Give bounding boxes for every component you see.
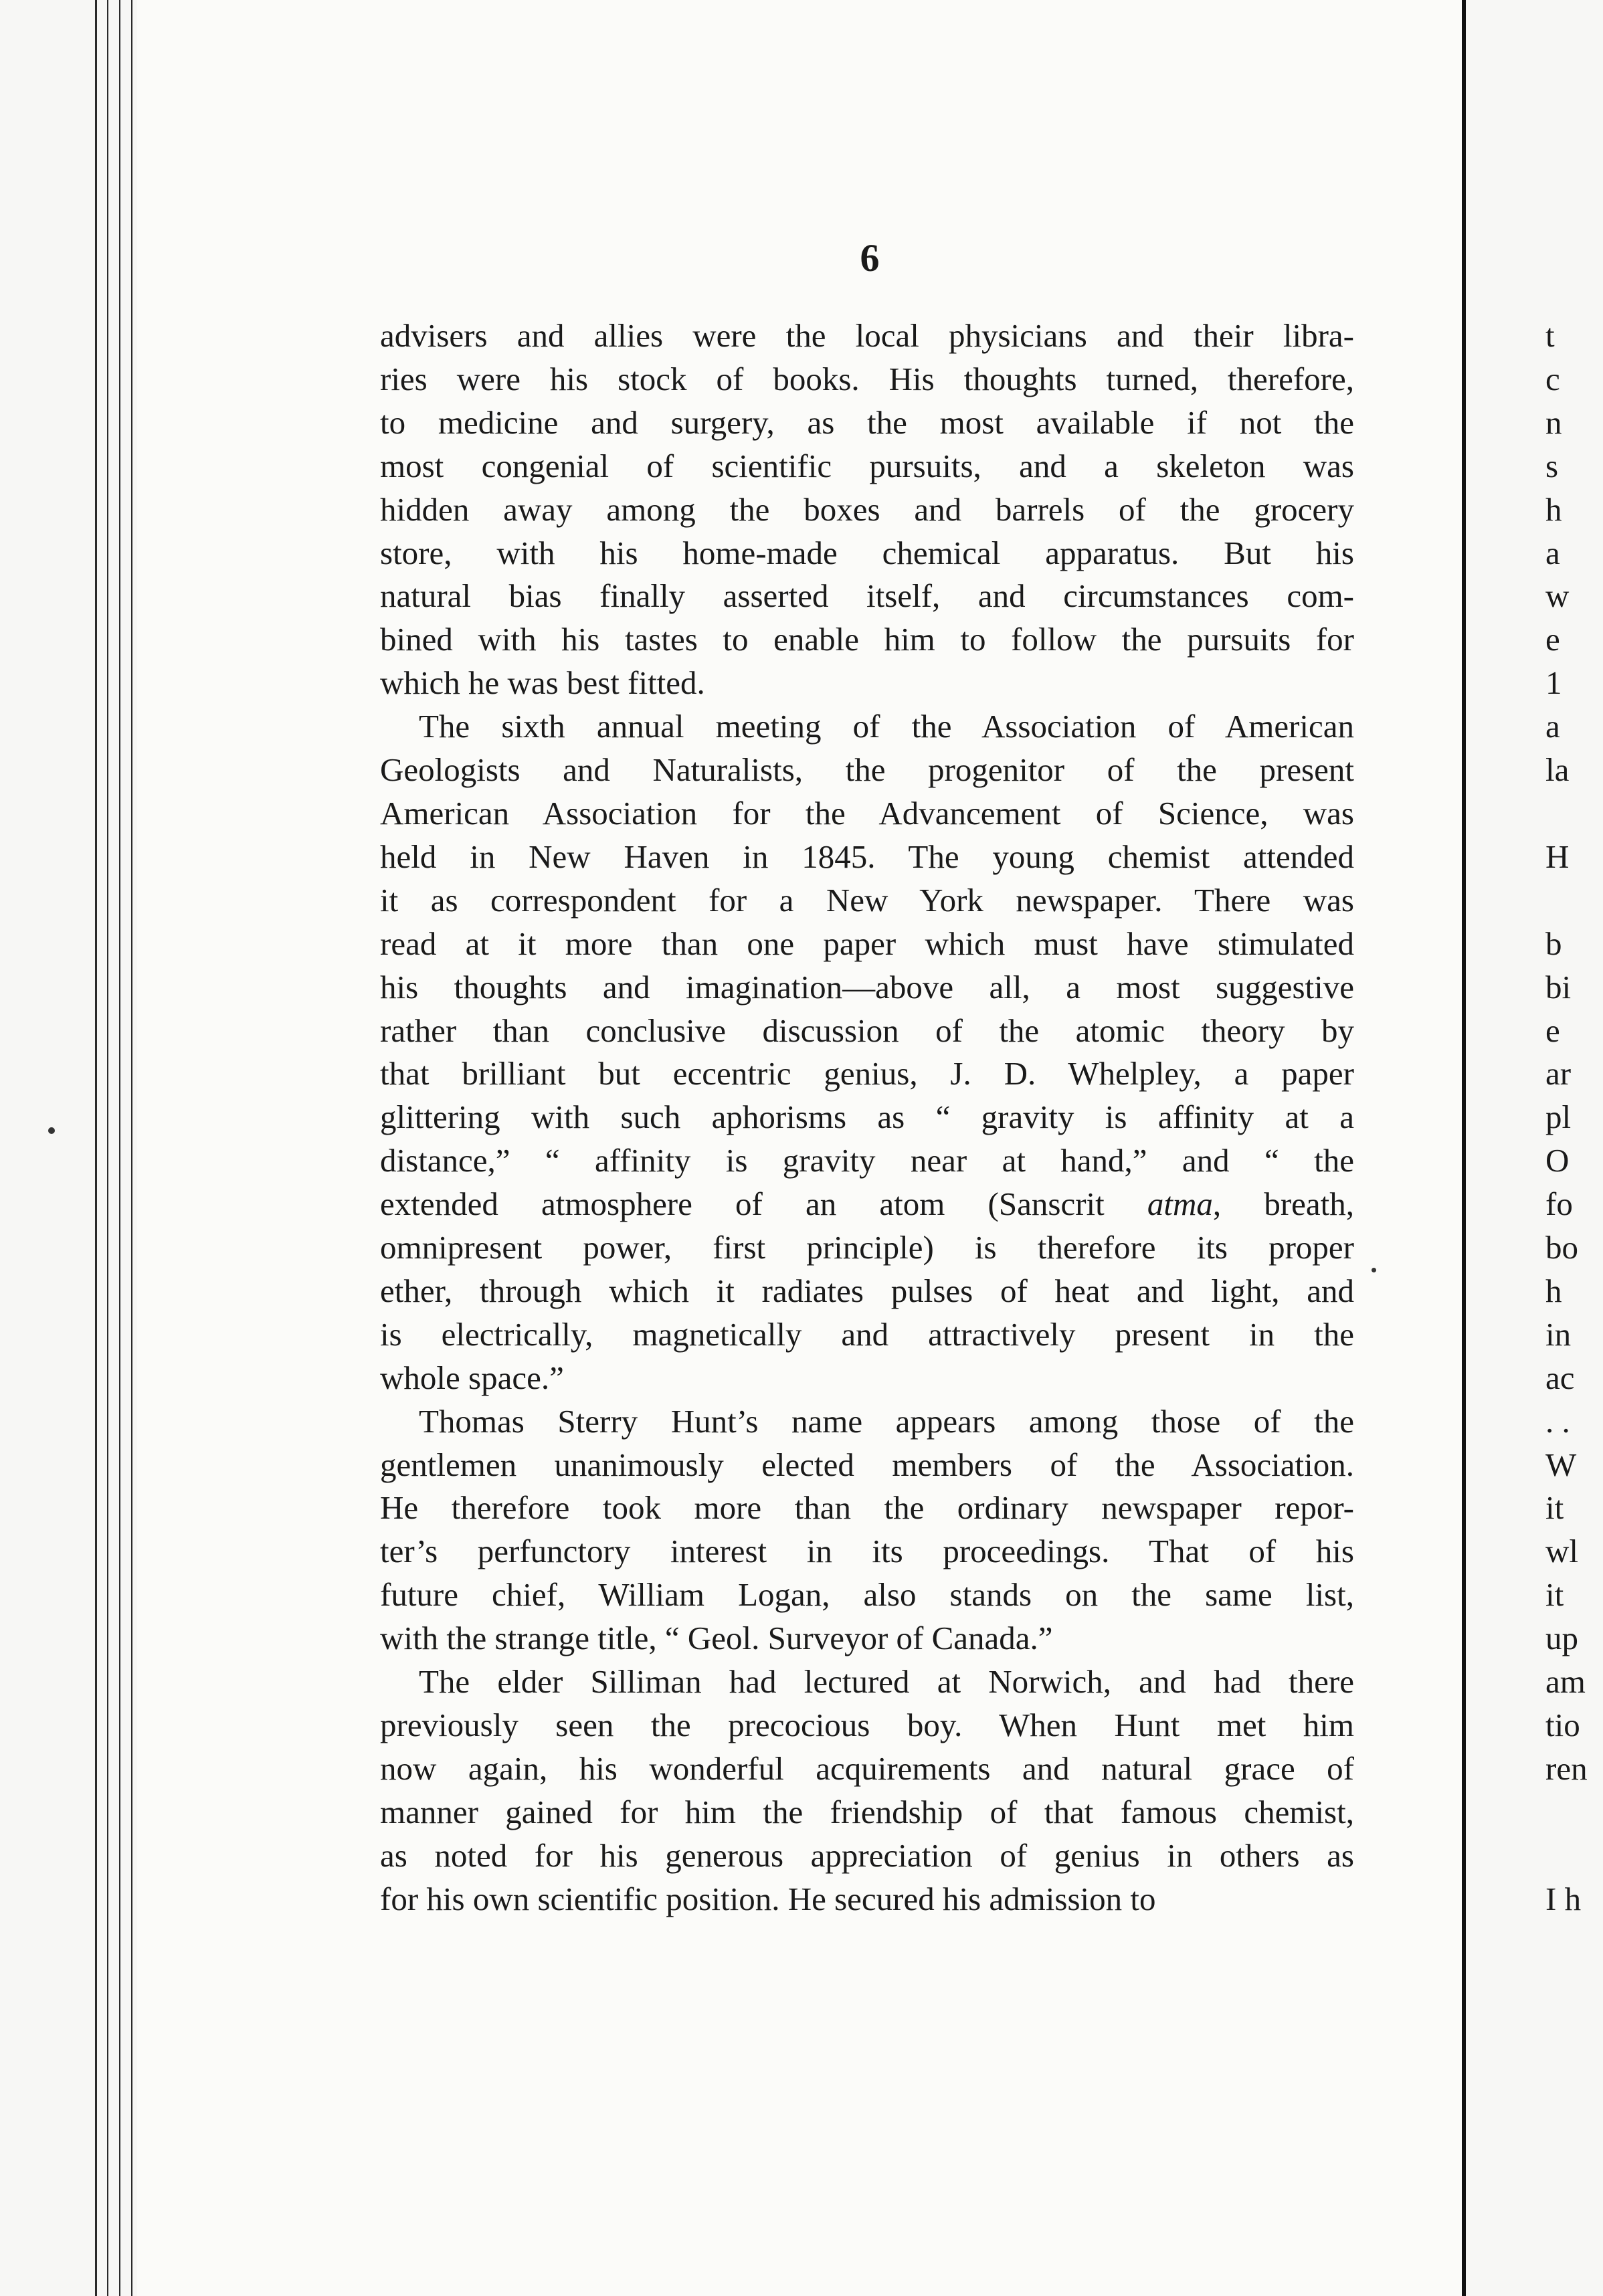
fragment-line: bo bbox=[1545, 1229, 1578, 1266]
fragment-line: ar bbox=[1545, 1055, 1572, 1092]
fragment-line: am bbox=[1545, 1663, 1586, 1701]
fragment-line: 1 bbox=[1545, 664, 1562, 702]
body-text bbox=[380, 314, 1354, 1921]
text-line: The sixth annual meeting of the Association of American bbox=[419, 708, 1354, 745]
fragment-line: O bbox=[1545, 1142, 1570, 1179]
fragment-line: it bbox=[1545, 1489, 1564, 1527]
text-line: it as correspondent for a New York newspaper. There was bbox=[380, 881, 1354, 919]
fragment-line: fo bbox=[1545, 1185, 1573, 1223]
text-line: is electrically, magnetically and attractively present in the bbox=[380, 1315, 1354, 1353]
fragment-line: t bbox=[1545, 317, 1555, 354]
page-edge-left-4 bbox=[131, 0, 132, 2296]
text-line: advisers and allies were the local physicians and their libra- bbox=[380, 317, 1354, 354]
text-line: his thoughts and imagination—above all, a most suggestive bbox=[380, 968, 1354, 1006]
fragment-line: wl bbox=[1545, 1533, 1578, 1570]
text-line: He therefore took more than the ordinary newspaper repor- bbox=[380, 1489, 1354, 1527]
fragment-line bbox=[1545, 1834, 1603, 1878]
text-line: distance,” “ affinity is gravity near at hand,” and “ the bbox=[380, 1142, 1354, 1179]
fragment-line: h bbox=[1545, 1272, 1562, 1309]
paragraph bbox=[380, 705, 1354, 1400]
fragment-line: a bbox=[1545, 534, 1560, 571]
fragment-line bbox=[1545, 879, 1603, 923]
fragment-line: e bbox=[1545, 621, 1560, 658]
fragment-line: a bbox=[1545, 708, 1560, 745]
fragment-line: w bbox=[1545, 577, 1570, 615]
fragment-line: b bbox=[1545, 925, 1562, 962]
page-number: 6 bbox=[860, 236, 880, 280]
fragment-line: ac bbox=[1545, 1359, 1575, 1396]
text-line: natural bias finally asserted itself, and circumstances com- bbox=[380, 577, 1354, 615]
text-line: omnipresent power, first principle) is therefore its proper bbox=[380, 1229, 1354, 1266]
text-line: ries were his stock of books. His thoughts turned, therefore, bbox=[380, 360, 1354, 397]
fragment-line: la bbox=[1545, 751, 1570, 789]
text-line: manner gained for him the friendship of that famous chemist, bbox=[380, 1793, 1354, 1830]
fragment-line: n bbox=[1545, 403, 1562, 441]
fragment-line: pl bbox=[1545, 1098, 1572, 1136]
text-line: The elder Silliman had lectured at Norwich, and had there bbox=[419, 1663, 1354, 1701]
text-line: ether, through which it radiates pulses of heat and light, and bbox=[380, 1272, 1354, 1309]
fragment-line: bi bbox=[1545, 968, 1572, 1006]
text-line: to medicine and surgery, as the most available if not the bbox=[380, 403, 1354, 441]
text-line: future chief, William Logan, also stands on the same list, bbox=[380, 1576, 1354, 1614]
fragment-line: it bbox=[1545, 1576, 1564, 1614]
fragment-line: W bbox=[1545, 1446, 1577, 1483]
text-line: bined with his tastes to enable him to follow the pursuits for bbox=[380, 621, 1354, 658]
paragraph bbox=[380, 314, 1354, 705]
fragment-line bbox=[1545, 792, 1603, 836]
fragment-line: tio bbox=[1545, 1707, 1580, 1743]
text-line: hidden away among the boxes and barrels of the grocery bbox=[380, 490, 1354, 528]
speck-mark bbox=[1372, 1268, 1376, 1272]
fragment-line: c bbox=[1545, 360, 1560, 397]
text-line: read at it more than one paper which must have stimulated bbox=[380, 925, 1354, 962]
text-line: ter’s perfunctory interest in its proceedings. That of his bbox=[380, 1533, 1354, 1570]
text-line: glittering with such aphorisms as “ gravity is affinity at a bbox=[380, 1098, 1354, 1136]
fragment-line: in bbox=[1545, 1315, 1572, 1353]
text-line: for his own scientific position. He secured his admission to bbox=[380, 1880, 1156, 1917]
text-line: most congenial of scientific pursuits, and a skeleton was bbox=[380, 447, 1354, 484]
paragraph bbox=[380, 1660, 1354, 1921]
text-line: Thomas Sterry Hunt’s name appears among those of the bbox=[419, 1402, 1354, 1440]
page-gutter-line bbox=[1462, 0, 1466, 2296]
text-line: American Association for the Advancement of Science, was bbox=[380, 794, 1354, 832]
text-line: now again, his wonderful acquirements and natural grace of bbox=[380, 1749, 1354, 1787]
fragment-line bbox=[1545, 1791, 1603, 1834]
text-line: that brilliant but eccentric genius, J. D. Whelpley, a paper bbox=[380, 1055, 1354, 1092]
speck-mark bbox=[48, 1127, 55, 1134]
fragment-line: e bbox=[1545, 1012, 1560, 1049]
page-edge-left-3 bbox=[119, 0, 120, 2296]
text-line: gentlemen unanimously elected members of the Association. bbox=[380, 1446, 1354, 1483]
next-page-fragments bbox=[1545, 314, 1603, 1921]
fragment-line: . . bbox=[1545, 1402, 1570, 1440]
paragraph bbox=[380, 1400, 1354, 1660]
text-line: whole space.” bbox=[380, 1359, 564, 1396]
fragment-line: h bbox=[1545, 490, 1562, 528]
fragment-line: ren bbox=[1545, 1749, 1588, 1787]
text-line: previously seen the precocious boy. When Hunt met him bbox=[380, 1707, 1354, 1743]
text-line: as noted for his generous appreciation of genius in others as bbox=[380, 1836, 1354, 1874]
text-line: with the strange title, “ Geol. Surveyor of Canada.” bbox=[380, 1620, 1053, 1657]
text-line: store, with his home-made chemical apparatus. But his bbox=[380, 534, 1354, 571]
fragment-line: up bbox=[1545, 1620, 1578, 1657]
fragment-line: H bbox=[1545, 838, 1570, 875]
page-edge-left-2 bbox=[107, 0, 108, 2296]
text-line: Geologists and Naturalists, the progenitor of the present bbox=[380, 751, 1354, 789]
text-line: extended atmosphere of an atom (Sanscrit atma, breath, bbox=[380, 1185, 1354, 1223]
fragment-line: s bbox=[1545, 447, 1559, 484]
text-line: which he was best fitted. bbox=[380, 664, 705, 702]
fragment-line: I h bbox=[1545, 1880, 1582, 1917]
text-line: held in New Haven in 1845. The young chemist attended bbox=[380, 838, 1354, 875]
page-edge-left-1 bbox=[95, 0, 97, 2296]
text-line: rather than conclusive discussion of the atomic theory by bbox=[380, 1012, 1354, 1049]
